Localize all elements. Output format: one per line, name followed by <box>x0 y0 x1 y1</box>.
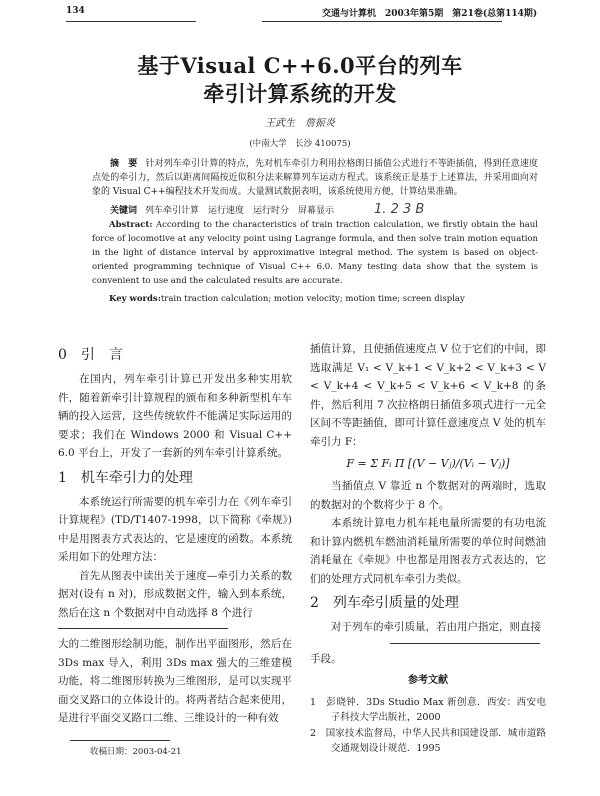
intro-paragraph: 在国内，列车牵引计算已开发出多种实用软件，随着新牵引计算规程的颁布和多种新型机车车辆的投入运营，这些传统软件不能满足实际运用的要求；我们在 Windows 2000 和 Visual C++ 6.0 平台上，开发了一套新的列车牵引计算系统。 <box>58 373 292 459</box>
journal-header: 交通与计算机 2003年第5期 第21卷(总第114期) <box>322 9 538 19</box>
page-number: 134 <box>66 6 85 16</box>
abstract-en: Abstract: According to the characteristics of train traction calculation, we firstly obtain the haul force of locomotive at any velocity point using Lagrange formula, and then solve train motion equation in the light of distance interval by approximative integral method. The system is based on object-oriented programming technique of Visual C++ 6.0. Many testing data show that the system is convenient to use and the calculated results are accurate. <box>92 220 538 286</box>
authors: 王武生 詹振炎 <box>265 118 335 129</box>
affiliation: (中南大学 长沙 410075) <box>249 139 351 149</box>
abstract-block <box>92 157 538 306</box>
section-2-heading: 2 列车牵引质量的处理 <box>310 595 459 611</box>
footnote-rule <box>70 740 170 741</box>
title-line-1: 基于Visual C++6.0平台的列车 <box>137 53 463 78</box>
paragraph: 本系统计算电力机车耗电量所需要的有功电流和计算内燃机车燃油消耗量所需要的单位时间燃油消耗量在《牵规》中也都是用图表方式表达的，它们的处理方式同机车牵引力类似。 <box>310 517 546 585</box>
references-heading: 参考文献 <box>408 675 448 686</box>
paragraph: 大的二维图形绘制功能，制作出平面图形，然后在 3Ds max 导入，利用 3Ds max 强大的三维建模功能，将二维图形转换为三维图形，是可以实现平面交叉路口的立体设计的。将两者结合起来使用，是进行平面交叉路口二维、三维设计的一种有效 <box>58 638 292 724</box>
paragraph: 手段。 <box>310 652 342 665</box>
paragraph: 插值计算，且使插值速度点 V 位于它们的中间，即选取满足 V₁ < V_k+1 < V_k+2 < V_k+3 < V < V_k+4 < V_k+5 < V_k+6 < V_k+8 的条件，然后利用 7 次拉格朗日插值多项式进行一元全区间不等距插值，即可计算任意速度点 V 处的机车牵引力 F： <box>310 343 546 448</box>
reference-list <box>310 695 546 757</box>
reference-item: 2 国家技术监督局，中华人民共和国建设部．城市道路交通规划设计规范．1995 <box>310 727 546 754</box>
received-date: 收稿日期：2003-04-21 <box>90 746 182 757</box>
paragraph: 当插值点 V 靠近 n 个数据对的两端时，选取的数据对的个数将少于 8 个。 <box>310 480 546 511</box>
right-column <box>310 340 546 757</box>
abstract-cn: 摘 要 针对列车牵引计算的特点，先对机车牵引力利用拉格朗日插值公式进行不等距插值，得到任意速度点处的牵引力，然后以距离间隔按近似积分法来解算列车运动方程式。该系统正是基于上述算法，并采用面向对象的 Visual C++编程技术开发而成。大量测试数据表明，该系统使用方便，计算结果准确。 <box>92 159 538 197</box>
header-rule-right <box>262 21 502 22</box>
paragraph: 本系统运行所需要的机车牵引力在《列车牵引计算规程》(TD/T1407-1998，以下简称《牵规》)中是用图表方式表达的，它是速度的函数。本系统采用如下的处理方法： <box>58 495 292 563</box>
left-column <box>58 340 292 759</box>
handwritten-note: 1. 2 3 B <box>374 202 425 217</box>
title-line-2: 牵引计算系统的开发 <box>203 81 397 106</box>
column-break-rule-right <box>390 643 540 644</box>
keywords-en: Key words:train traction calculation; motion velocity; motion time; screen display <box>109 294 465 304</box>
formula: F = Σ Fᵢ Π [(V − Vⱼ)/(Vᵢ − Vⱼ)] <box>346 457 510 470</box>
section-1-heading: 1 机车牵引力的处理 <box>58 469 193 486</box>
paragraph: 对于列车的牵引质量，若由用户指定，则直接 <box>331 621 541 633</box>
header-rule-left <box>66 21 196 22</box>
section-0-heading: 0 引 言 <box>58 347 123 363</box>
paragraph: 首先从图表中读出关于速度—牵引力关系的数据对(设有 n 对)，形成数据文件，输入到本系统，然后在这 n 个数据对中自动选择 8 个进行 <box>58 569 292 619</box>
column-break-rule-left <box>58 628 228 629</box>
reference-item: 1 彭晓钟．3Ds Studio Max 新创意．西安：西安电子科技大学出版社，2000 <box>310 696 546 723</box>
keywords-cn: 关键词 列车牵引计算 运行速度 运行时分 屏幕显示 1. 2 3 B <box>110 202 425 217</box>
